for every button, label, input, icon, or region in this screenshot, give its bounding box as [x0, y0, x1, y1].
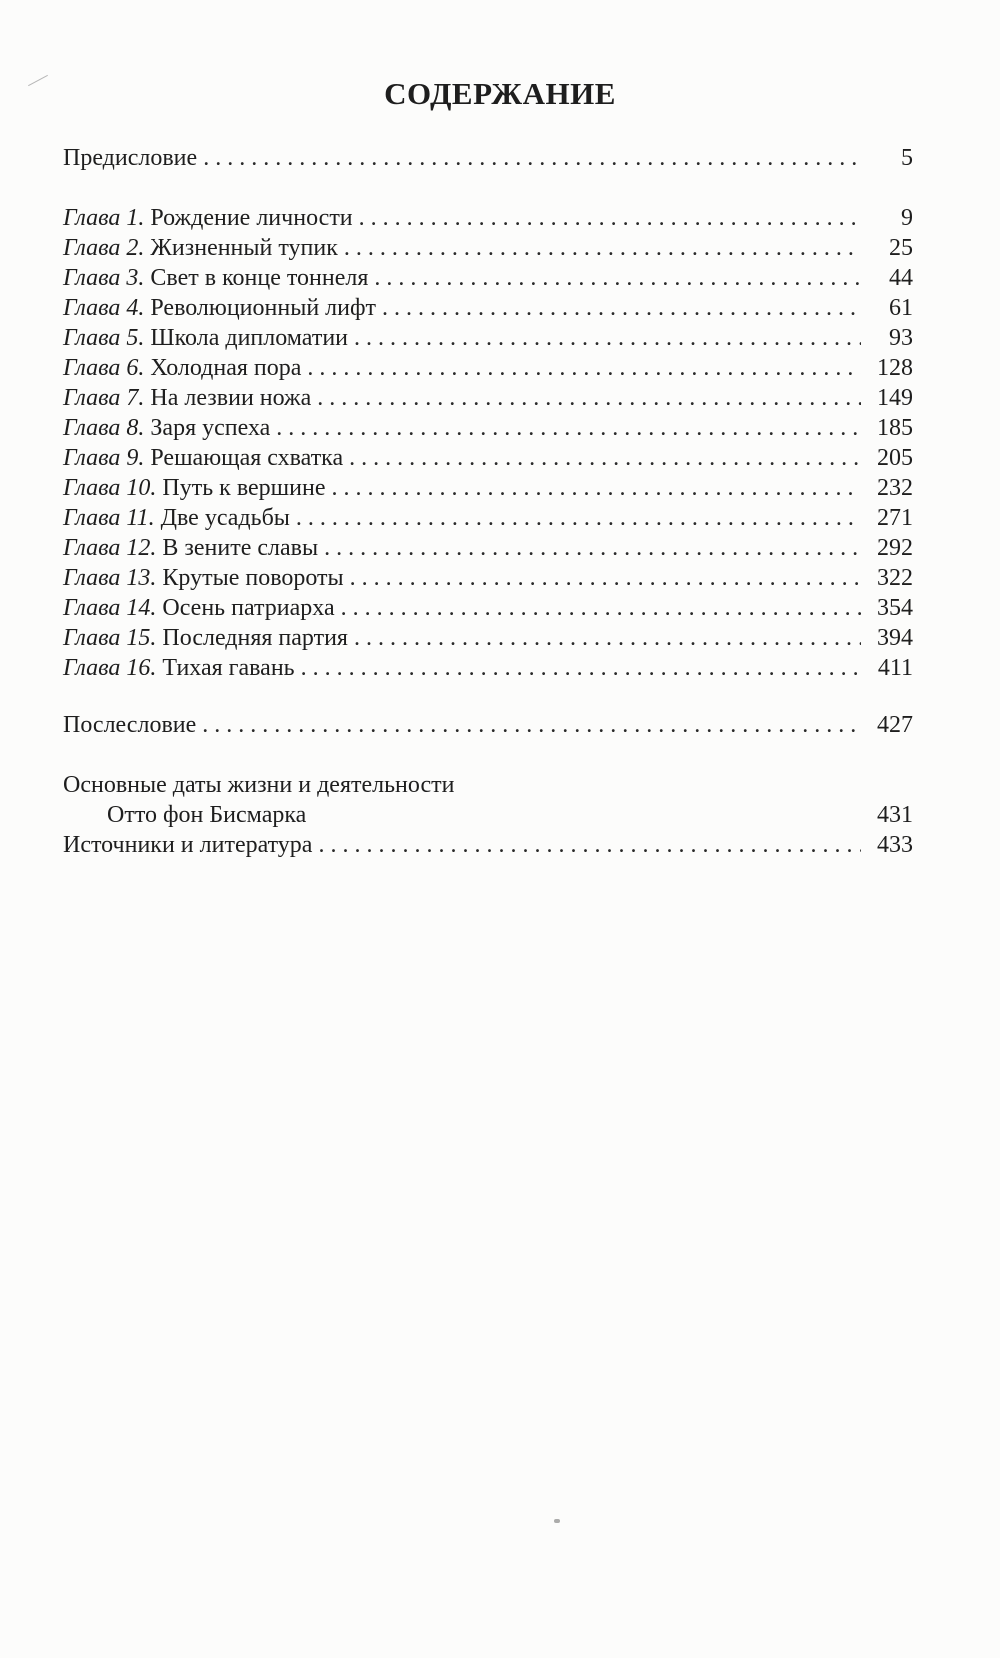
dot-leader [354, 322, 861, 354]
toc-entry-chapter [63, 412, 913, 444]
toc-entry-label [63, 382, 311, 414]
toc-entry-page: 5 [901, 145, 913, 171]
toc-entry-label [63, 532, 318, 564]
toc-entry-label: Предисловие [63, 145, 198, 171]
chapter-title: Холодная пора [150, 355, 302, 381]
chapter-title: Революционный лифт [150, 295, 377, 321]
chapter-number: Глава 7. [63, 385, 145, 411]
toc-entry-page: 9 [901, 205, 913, 231]
toc-entry-page: 25 [889, 235, 913, 261]
toc-entry-label [63, 592, 335, 624]
chapter-number: Глава 11. [63, 505, 155, 531]
toc-entry-chapter [63, 622, 913, 654]
toc-entry-page: 205 [877, 445, 913, 471]
dot-leader [276, 412, 861, 444]
dot-leader [354, 622, 861, 654]
chapter-title: Свет в конце тоннеля [150, 265, 369, 291]
toc-entry-label: Источники и литература [63, 832, 313, 858]
toc-entry-chapter [63, 352, 913, 384]
toc-entry-page: 185 [877, 415, 913, 441]
toc-entry-chapter [63, 262, 913, 294]
toc-entry-label [63, 652, 295, 684]
toc-entry-label [63, 562, 344, 594]
toc-entry-preface [63, 142, 913, 174]
paper-mark [554, 1519, 560, 1523]
toc-entry-label [63, 442, 343, 474]
chapter-number: Глава 15. [63, 625, 157, 651]
toc-entry-label [63, 622, 348, 654]
toc-entry-dates [107, 799, 913, 831]
toc-entry-chapter [63, 532, 913, 564]
chapter-number: Глава 8. [63, 415, 145, 441]
dot-leader [318, 829, 861, 861]
dot-leader [203, 142, 861, 174]
toc-entry-chapter [63, 472, 913, 504]
toc-entry-page: 394 [877, 625, 913, 651]
toc-entry-page: 128 [877, 355, 913, 381]
chapter-title: Путь к вершине [162, 475, 326, 501]
toc-entry-label [63, 232, 338, 264]
chapter-number: Глава 2. [63, 235, 145, 261]
chapter-number: Глава 5. [63, 325, 145, 351]
toc-entry-page: 431 [877, 802, 913, 828]
toc-entry-page: 322 [877, 565, 913, 591]
toc-entry-label [63, 202, 353, 234]
toc-entry-page: 354 [877, 595, 913, 621]
toc-entry-label: Отто фон Бисмарка [107, 802, 307, 828]
chapter-number: Глава 1. [63, 205, 145, 231]
dot-leader [374, 262, 861, 294]
dot-leader [331, 472, 861, 504]
toc-entry-label [63, 502, 290, 534]
toc-entry-page: 292 [877, 535, 913, 561]
chapter-title: Заря успеха [150, 415, 271, 441]
chapter-title: Рождение личности [150, 205, 353, 231]
toc-entry-page: 232 [877, 475, 913, 501]
toc-entry-chapter [63, 382, 913, 414]
chapter-number: Глава 14. [63, 595, 157, 621]
dot-leader [382, 292, 861, 324]
toc-entry-page: 411 [877, 655, 913, 681]
dot-leader [350, 562, 861, 594]
chapter-title: На лезвии ножа [150, 385, 312, 411]
toc-entry-chapter [63, 232, 913, 264]
page-title: СОДЕРЖАНИЕ [384, 76, 616, 111]
toc-entry-label [63, 292, 376, 324]
chapter-number: Глава 3. [63, 265, 145, 291]
toc-entry-page: 44 [889, 265, 913, 291]
chapter-title: Тихая гавань [162, 655, 295, 681]
toc-entry-dates-line1: Основные даты жизни и деятельности [63, 772, 455, 798]
toc-entry-chapter [63, 202, 913, 234]
chapter-number: Глава 12. [63, 535, 157, 561]
toc-entry-chapter [63, 592, 913, 624]
dot-leader [349, 442, 861, 474]
chapter-number: Глава 4. [63, 295, 145, 321]
toc-entry-page: 271 [877, 505, 913, 531]
toc-entry-label [63, 472, 325, 504]
dot-leader [344, 232, 861, 264]
dot-leader [202, 709, 861, 741]
dot-leader [296, 502, 861, 534]
toc-entry-chapter [63, 652, 913, 684]
dot-leader [359, 202, 861, 234]
toc-entry-afterword [63, 709, 913, 741]
toc-entry-page: 61 [889, 295, 913, 321]
dot-leader [324, 532, 861, 564]
toc-entry-chapter [63, 292, 913, 324]
toc-entry-chapter [63, 562, 913, 594]
toc-entry-page: 149 [877, 385, 913, 411]
dot-leader [301, 652, 861, 684]
dot-leader [307, 352, 861, 384]
chapter-title: Жизненный тупик [150, 235, 338, 261]
chapter-number: Глава 10. [63, 475, 157, 501]
dot-leader [317, 382, 861, 414]
dot-leader [341, 592, 861, 624]
chapter-title: Школа дипломатии [150, 325, 349, 351]
chapter-title: Осень патриарха [162, 595, 335, 621]
toc-entry-label [63, 352, 301, 384]
chapter-number: Глава 13. [63, 565, 157, 591]
toc-entry-label [63, 412, 270, 444]
chapter-title: Две усадьбы [160, 505, 290, 531]
toc-entry-chapter [63, 502, 913, 534]
toc-entry-page: 427 [877, 712, 913, 738]
toc-entry-label [63, 262, 368, 294]
toc-entry-chapter [63, 442, 913, 474]
chapter-number: Глава 16. [63, 655, 157, 681]
toc-entry-sources [63, 829, 913, 861]
toc-entry-label: Послесловие [63, 712, 197, 738]
chapter-number: Глава 6. [63, 355, 145, 381]
toc-entry-page: 93 [889, 325, 913, 351]
chapter-title: В зените славы [162, 535, 319, 561]
toc-entry-page: 433 [877, 832, 913, 858]
chapter-number: Глава 9. [63, 445, 145, 471]
toc-entry-label [63, 322, 348, 354]
chapter-title: Решающая схватка [150, 445, 344, 471]
chapter-title: Последняя партия [162, 625, 348, 651]
toc-entry-chapter [63, 322, 913, 354]
chapter-title: Крутые повороты [162, 565, 344, 591]
